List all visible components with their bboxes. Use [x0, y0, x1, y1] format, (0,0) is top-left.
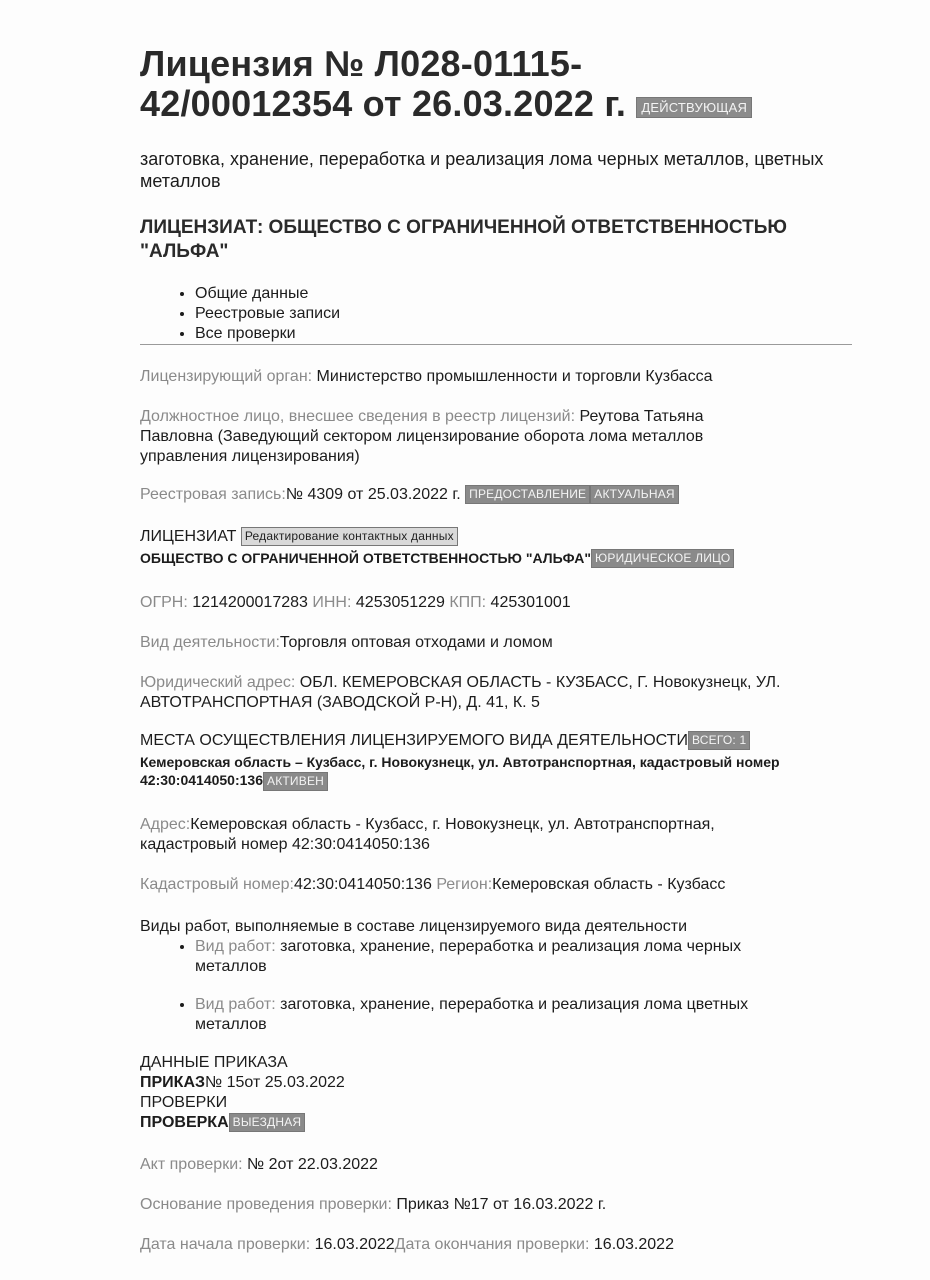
- place-status-badge: АКТИВЕН: [263, 772, 328, 791]
- kpp-label: КПП:: [449, 594, 487, 611]
- official-value: Реутова Татьяна Павловна (Заведующий сектором лицензирование оборота лома металлов управления лицензирования): [140, 408, 704, 465]
- order-value: № 15от 25.03.2022: [205, 1073, 345, 1091]
- registry-status-badge: АКТУАЛЬНАЯ: [590, 485, 679, 504]
- ogrn-value: 1214200017283: [192, 594, 308, 611]
- page-title: Лицензия № Л028-01115- 42/00012354 от 26.03.2022 г. ДЕЙСТВУЮЩАЯ: [140, 44, 860, 124]
- tab-registry[interactable]: • Реестровые записи: [195, 304, 860, 324]
- authority-row: [140, 367, 860, 387]
- legal-address-row: [140, 673, 860, 713]
- act-value: № 2от 22.03.2022: [247, 1155, 378, 1173]
- tab-inspections[interactable]: • Все проверки: [195, 324, 860, 344]
- basis-value: Приказ №17 от 16.03.2022 г.: [396, 1195, 607, 1213]
- authority-label: Лицензирующий орган:: [140, 368, 313, 385]
- registry-row: [140, 485, 860, 505]
- inn-value: 4253051229: [355, 594, 445, 611]
- ids-row: [140, 593, 860, 613]
- legal-entity-badge: ЮРИДИЧЕСКОЕ ЛИЦО: [591, 549, 734, 568]
- activity-label: Вид деятельности:: [140, 634, 280, 651]
- tabs-list: [140, 284, 860, 344]
- order-heading: ДАННЫЕ ПРИКАЗА: [140, 1053, 288, 1071]
- work-value: заготовка, хранение, переработка и реализация лома цветных металлов: [195, 995, 749, 1033]
- kpp-value: 425301001: [490, 594, 571, 611]
- basis-label: Основание проведения проверки:: [140, 1195, 392, 1213]
- list-item: [195, 937, 805, 977]
- works-list: [140, 937, 805, 1035]
- licensee-heading: ЛИЦЕНЗИАТ: ОБЩЕСТВО С ОГРАНИЧЕННОЙ ОТВЕТСТВЕННОСТЬЮ "АЛЬФА": [140, 217, 787, 262]
- inspection-label: ПРОВЕРКА: [140, 1113, 229, 1131]
- cadastral-value: 42:30:0414050:136: [293, 875, 432, 893]
- tab-general[interactable]: • Общие данные: [195, 284, 860, 304]
- status-badge: ДЕЙСТВУЮЩАЯ: [636, 97, 752, 118]
- divider: [140, 344, 852, 345]
- ogrn-label: ОГРН:: [140, 594, 188, 611]
- end-label: Дата окончания проверки:: [394, 1235, 590, 1253]
- activity-row: [140, 633, 860, 653]
- region-label: Регион:: [436, 875, 493, 893]
- places-heading: МЕСТА ОСУЩЕСТВЛЕНИЯ ЛИЦЕНЗИРУЕМОГО ВИДА ДЕЯТЕЛЬНОСТИ: [140, 732, 688, 749]
- work-label: Вид работ:: [195, 995, 276, 1013]
- places-total-badge: ВСЕГО: 1: [688, 731, 750, 750]
- official-row: [140, 407, 780, 467]
- basis-row: [140, 1195, 860, 1215]
- place-address-value: Кемеровская область - Кузбасс, г. Новокузнецк, ул. Автотранспортная, кадастровый номер 42:30:0414050:136: [140, 815, 715, 853]
- region-value: Кемеровская область - Кузбасс: [492, 875, 726, 893]
- registry-type-badge: ПРЕДОСТАВЛЕНИЕ: [465, 485, 590, 504]
- dates-row: [140, 1235, 860, 1255]
- authority-value: Министерство промышленности и торговли Кузбасса: [316, 368, 713, 385]
- order-label: ПРИКАЗ: [140, 1073, 206, 1091]
- registry-label: Реестровая запись:: [140, 486, 286, 503]
- inspection-type-badge: ВЫЕЗДНАЯ: [229, 1113, 306, 1132]
- act-label: Акт проверки:: [140, 1155, 243, 1173]
- registry-value: № 4309 от 25.03.2022 г.: [285, 486, 461, 503]
- order-block: [140, 1053, 860, 1133]
- license-page: [140, 44, 860, 1255]
- start-label: Дата начала проверки:: [140, 1235, 311, 1253]
- licensee-name: ОБЩЕСТВО С ОГРАНИЧЕННОЙ ОТВЕТСТВЕННОСТЬЮ "АЛЬФА": [140, 550, 592, 566]
- place-address-row: [140, 815, 800, 855]
- place-name: Кемеровская область – Кузбасс, г. Новокузнецк, ул. Автотранспортная, кадастровый номер 42:30:0414050:136: [140, 754, 780, 788]
- places-block: [140, 731, 860, 791]
- place-address-label: Адрес:: [140, 815, 191, 833]
- activity-value: Торговля оптовая отходами и ломом: [279, 634, 553, 651]
- end-value: 16.03.2022: [593, 1235, 674, 1253]
- work-value: заготовка, хранение, переработка и реализация лома черных металлов: [195, 937, 742, 975]
- cadastral-row: [140, 875, 860, 895]
- official-label: Должностное лицо, внесшее сведения в реестр лицензий:: [140, 408, 576, 425]
- work-label: Вид работ:: [195, 937, 276, 955]
- edit-contacts-button[interactable]: Редактирование контактных данных: [241, 527, 458, 546]
- cadastral-label: Кадастровый номер:: [140, 875, 294, 893]
- works-block: [140, 917, 860, 1035]
- works-heading: Виды работ, выполняемые в составе лицензируемого вида деятельности: [140, 917, 687, 935]
- list-item: [195, 995, 805, 1035]
- legal-address-label: Юридический адрес:: [140, 674, 296, 691]
- legal-address-value: ОБЛ. КЕМЕРОВСКАЯ ОБЛАСТЬ - КУЗБАСС, Г. Новокузнецк, УЛ. АВТОТРАНСПОРТНАЯ (ЗАВОДСКОЙ Р-Н), Д. 41, К. 5: [140, 674, 781, 711]
- licensee-block: [140, 527, 860, 569]
- act-row: [140, 1155, 860, 1175]
- inspections-heading: ПРОВЕРКИ: [140, 1093, 228, 1111]
- start-value: 16.03.2022: [314, 1235, 395, 1253]
- license-subject: заготовка, хранение, переработка и реализация лома черных металлов, цветных металлов: [140, 149, 824, 191]
- licensee-label: ЛИЦЕНЗИАТ: [140, 528, 237, 545]
- inn-label: ИНН:: [312, 594, 352, 611]
